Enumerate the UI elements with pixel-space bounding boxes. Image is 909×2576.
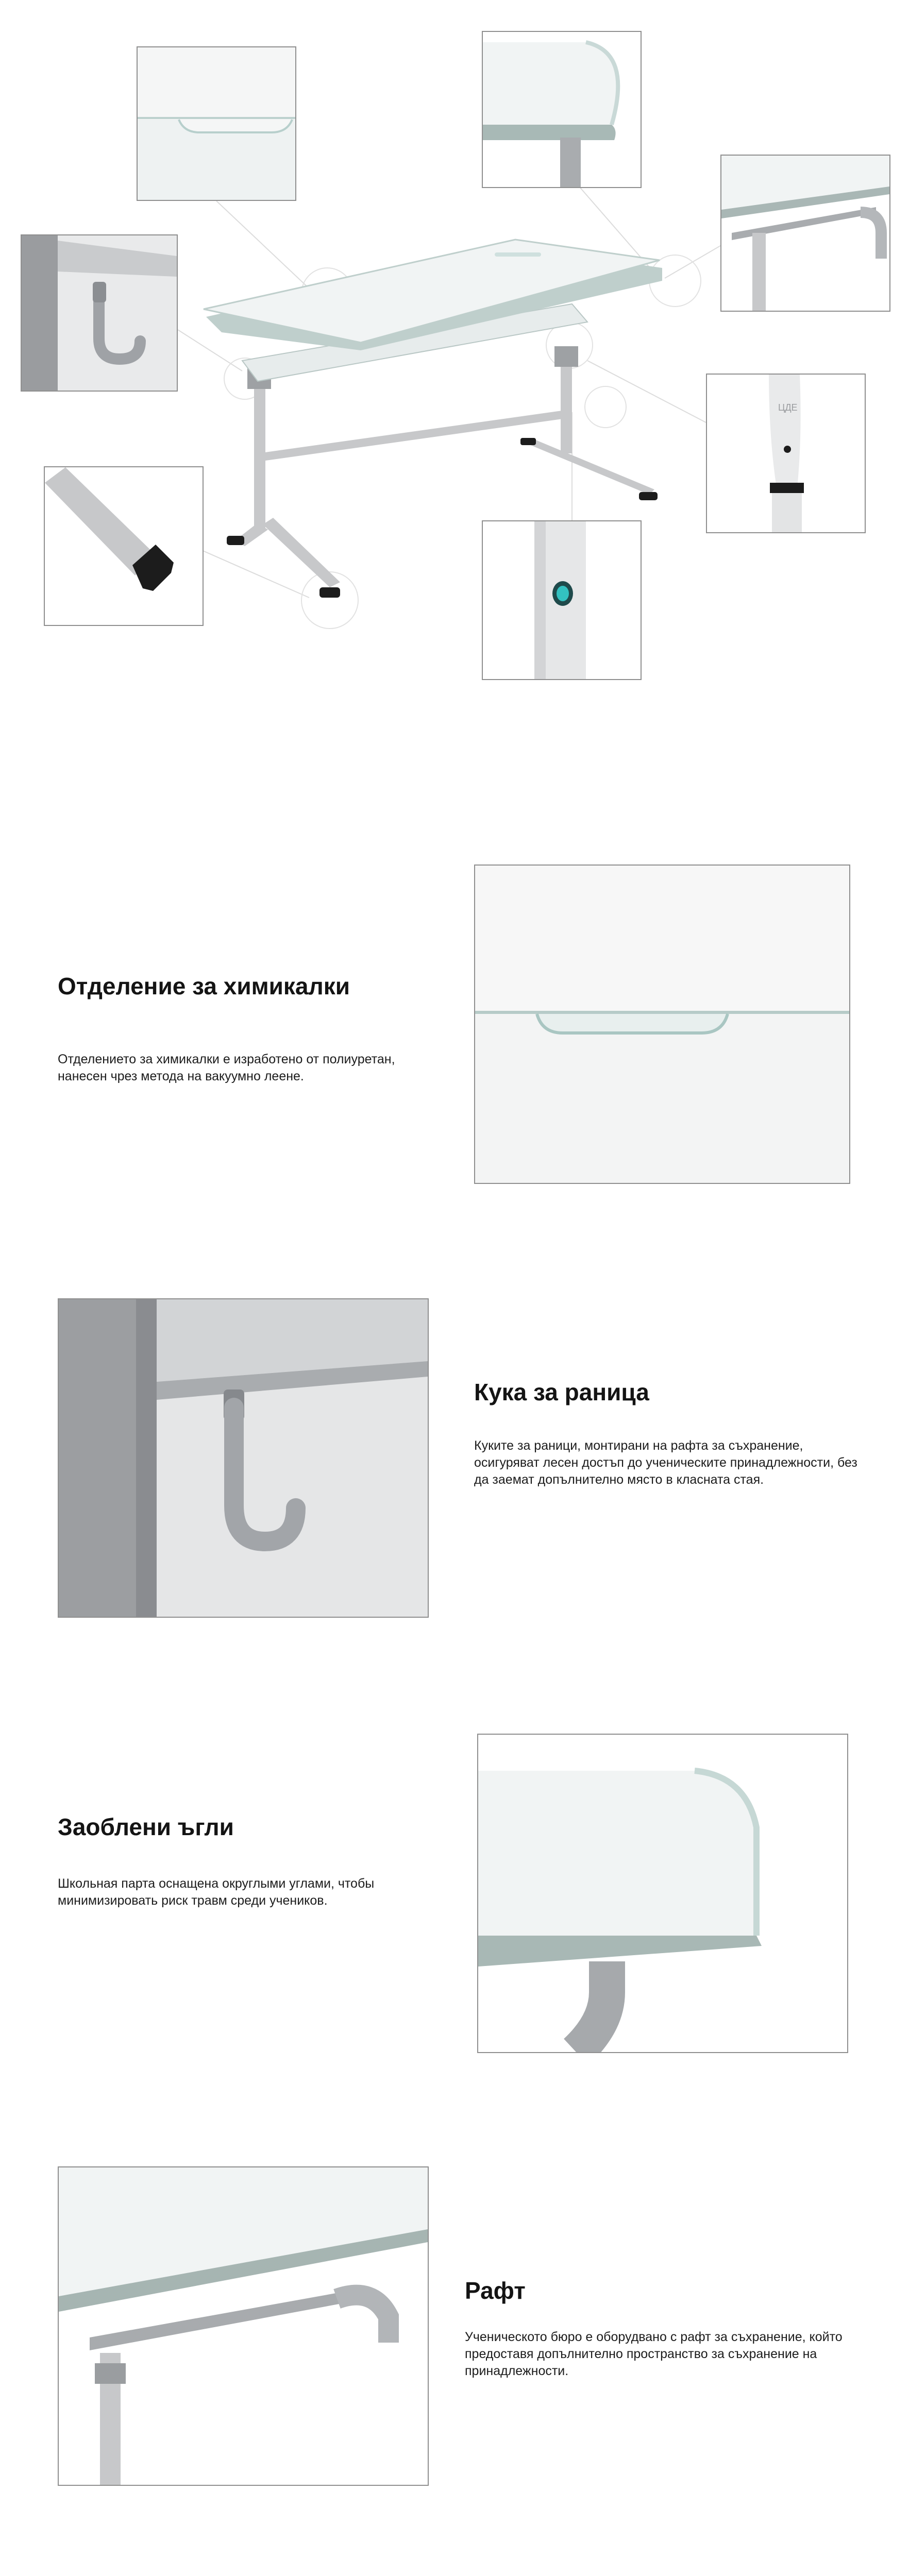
feature-description: Куките за раници, монтирани на рафта за съхранение, осигуряват лесен достъп до ученическите принадлежности, без да заемат допълнително място в класната стая. (474, 1438, 857, 1487)
feature-description: Ученическото бюро е оборудвано с рафт за съхранение, който предоставя допълнително пространство за съхранение на принадлежности. (465, 2330, 843, 2378)
callout-backpack-hook (21, 234, 178, 392)
callout-pen-compartment (137, 46, 296, 201)
feature-title: Отделение за химикалки (58, 973, 350, 999)
pen-compartment-image (474, 865, 850, 1184)
callout-rounded-corner (482, 31, 642, 188)
callout-color-marking (482, 520, 642, 680)
shelf-image (58, 2166, 429, 2486)
hero-overview (0, 0, 909, 685)
feature-title: Заоблени ъгли (58, 1814, 234, 1840)
svg-text:ЦДЕ: ЦДЕ (778, 402, 798, 413)
rounded-corners-image (477, 1734, 848, 2053)
feature-title: Рафт (465, 2277, 526, 2304)
feature-title: Кука за раница (474, 1379, 649, 1405)
callout-shelf (720, 155, 890, 312)
callout-engraved-marking (706, 374, 866, 533)
feature-description: Школьная парта оснащена округлыми углами, чтобы минимизировать риск травм среди учеников. (58, 1876, 375, 1908)
backpack-hook-image (58, 1298, 429, 1618)
callout-plastic-foot (44, 466, 204, 626)
feature-description: Отделението за химикалки е изработено от полиуретан, нанесен чрез метода на вакуумно леене. (58, 1052, 395, 1083)
